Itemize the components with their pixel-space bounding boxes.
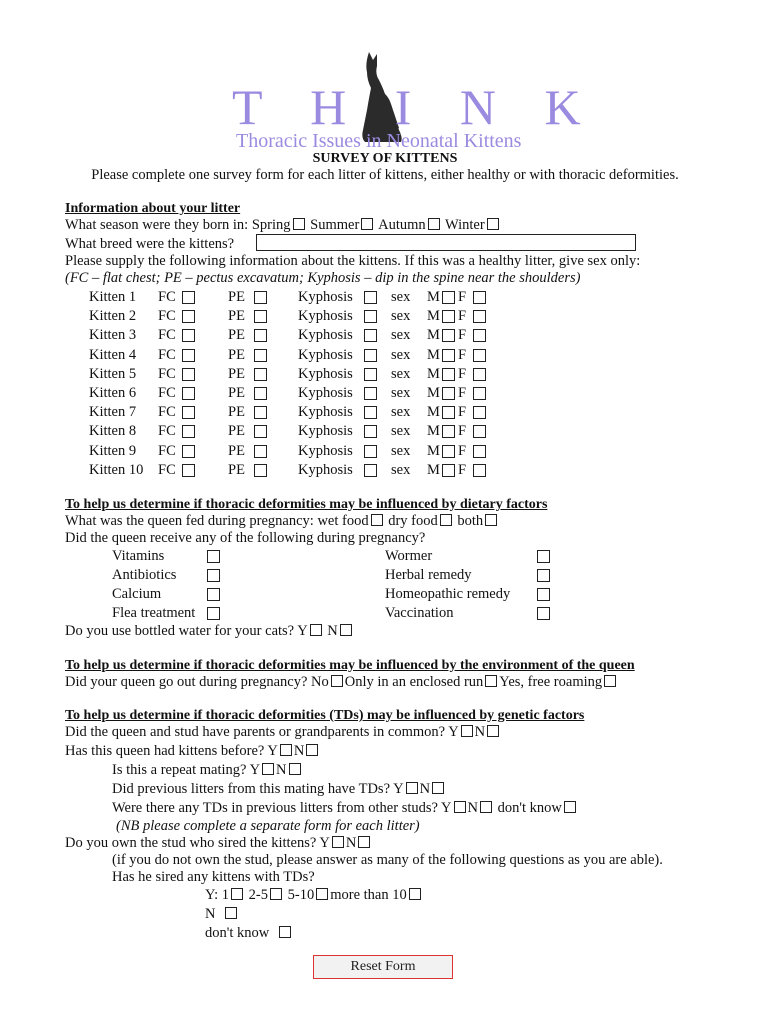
own-stud-question: Do you own the stud who sired the kittens? Y bbox=[65, 835, 330, 851]
kitten-10-kyphosis-checkbox[interactable] bbox=[364, 464, 377, 477]
repeat-mating-no-label: N bbox=[276, 762, 287, 778]
kitten-3-pe-checkbox[interactable] bbox=[254, 329, 267, 342]
repeat-mating-yes-checkbox[interactable] bbox=[262, 763, 274, 775]
kitten-5-pe-checkbox[interactable] bbox=[254, 368, 267, 381]
fc-label: FC bbox=[158, 289, 176, 305]
kitten-label: Kitten 10 bbox=[89, 462, 144, 478]
water-no-checkbox[interactable] bbox=[340, 624, 352, 636]
other-studs-question: Were there any TDs in previous litters from other studs? Y bbox=[112, 800, 452, 816]
other-studs-no-checkbox[interactable] bbox=[480, 801, 492, 813]
previous-kittens-question: Has this queen had kittens before? Y bbox=[65, 743, 278, 759]
kitten-3-kyphosis-checkbox[interactable] bbox=[364, 329, 377, 342]
sired-no-row bbox=[205, 906, 239, 923]
sired-count-row bbox=[205, 887, 423, 904]
outdoor-question: Did your queen go out during pregnancy? No bbox=[65, 674, 329, 690]
treatment-label: Herbal remedy bbox=[385, 567, 472, 583]
kyphosis-label: Kyphosis bbox=[298, 404, 353, 420]
previous-kittens-yes-checkbox[interactable] bbox=[280, 744, 292, 756]
environment-heading: To help us determine if thoracic deformities may be influenced by the environment of the queen bbox=[65, 658, 635, 673]
common-parents-no-checkbox[interactable] bbox=[487, 725, 499, 737]
kitten-7-male-checkbox[interactable] bbox=[442, 406, 455, 419]
pe-label: PE bbox=[228, 404, 245, 420]
sired-1-checkbox[interactable] bbox=[231, 888, 243, 900]
water-no-label: N bbox=[327, 623, 338, 639]
receive-question: Did the queen receive any of the following during pregnancy? bbox=[65, 530, 426, 546]
kitten-label: Kitten 6 bbox=[89, 385, 137, 401]
kitten-10-male-checkbox[interactable] bbox=[442, 464, 455, 477]
female-label: F bbox=[458, 462, 467, 478]
other-studs-dont-know-checkbox[interactable] bbox=[564, 801, 576, 813]
previous-tds-yes-checkbox[interactable] bbox=[406, 782, 418, 794]
kitten-9-male-checkbox[interactable] bbox=[442, 445, 455, 458]
treatment-label: Wormer bbox=[385, 548, 433, 564]
female-label: F bbox=[458, 308, 467, 324]
previous-kittens-row bbox=[65, 743, 320, 760]
kitten-10-female-checkbox[interactable] bbox=[473, 464, 486, 477]
sired-5-10-label: 5-10 bbox=[287, 887, 315, 903]
kyphosis-label: Kyphosis bbox=[298, 462, 353, 478]
kitten-2-male-checkbox[interactable] bbox=[442, 310, 455, 323]
other-studs-yes-checkbox[interactable] bbox=[454, 801, 466, 813]
kitten-7-kyphosis-checkbox[interactable] bbox=[364, 406, 377, 419]
kitten-5-fc-checkbox[interactable] bbox=[182, 368, 195, 381]
pe-label: PE bbox=[228, 289, 245, 305]
male-label: M bbox=[427, 366, 440, 382]
fc-label: FC bbox=[158, 385, 176, 401]
reset-form-button[interactable]: Reset Form bbox=[313, 955, 453, 979]
kitten-6-male-checkbox[interactable] bbox=[442, 387, 455, 400]
treatment-left-1-checkbox[interactable] bbox=[207, 550, 220, 563]
kyphosis-label: Kyphosis bbox=[298, 385, 353, 401]
sex-label: sex bbox=[391, 289, 411, 305]
water-row bbox=[65, 623, 354, 640]
kitten-8-fc-checkbox[interactable] bbox=[182, 425, 195, 438]
kitten-7-fc-checkbox[interactable] bbox=[182, 406, 195, 419]
pe-label: PE bbox=[228, 366, 245, 382]
previous-tds-no-label: N bbox=[419, 781, 431, 797]
treatment-left-4-checkbox[interactable] bbox=[207, 607, 220, 620]
male-label: M bbox=[427, 443, 440, 459]
kyphosis-label: Kyphosis bbox=[298, 289, 353, 305]
kitten-1-kyphosis-checkbox[interactable] bbox=[364, 291, 377, 304]
summer-label: Summer bbox=[310, 217, 360, 233]
female-label: F bbox=[458, 385, 467, 401]
treatment-left-3-checkbox[interactable] bbox=[207, 588, 220, 601]
kitten-8-kyphosis-checkbox[interactable] bbox=[364, 425, 377, 438]
kitten-7-female-checkbox[interactable] bbox=[473, 406, 486, 419]
sex-label: sex bbox=[391, 308, 411, 324]
male-label: M bbox=[427, 347, 440, 363]
kitten-label: Kitten 9 bbox=[89, 443, 137, 459]
treatment-label: Flea treatment bbox=[112, 605, 196, 621]
enclosed-run-label: Only in an enclosed run bbox=[344, 674, 484, 690]
dry-food-label: dry food bbox=[388, 513, 438, 529]
outdoor-no-checkbox[interactable] bbox=[331, 675, 343, 687]
sex-label: sex bbox=[391, 385, 411, 401]
kitten-label: Kitten 1 bbox=[89, 289, 137, 305]
kitten-8-male-checkbox[interactable] bbox=[442, 425, 455, 438]
pe-label: PE bbox=[228, 347, 245, 363]
kitten-1-male-checkbox[interactable] bbox=[442, 291, 455, 304]
treatment-label: Calcium bbox=[112, 586, 162, 602]
kitten-9-kyphosis-checkbox[interactable] bbox=[364, 445, 377, 458]
common-parents-question: Did the queen and stud have parents or grandparents in common? Y bbox=[65, 724, 459, 740]
previous-kittens-no-checkbox[interactable] bbox=[306, 744, 318, 756]
pe-label: PE bbox=[228, 423, 245, 439]
abbreviation-legend: (FC – flat chest; PE – pectus excavatum; Kyphosis – dip in the spine near the shoulders) bbox=[65, 270, 581, 286]
treatment-label: Vaccination bbox=[385, 605, 454, 621]
form-title: SURVEY OF KITTENS bbox=[312, 151, 458, 166]
kitten-10-pe-checkbox[interactable] bbox=[254, 464, 267, 477]
treatment-left-2-checkbox[interactable] bbox=[207, 569, 220, 582]
kitten-3-fc-checkbox[interactable] bbox=[182, 329, 195, 342]
sired-dont-know-label: don't know bbox=[205, 925, 270, 941]
male-label: M bbox=[427, 423, 440, 439]
kitten-2-kyphosis-checkbox[interactable] bbox=[364, 310, 377, 323]
kitten-9-fc-checkbox[interactable] bbox=[182, 445, 195, 458]
treatment-label: Homeopathic remedy bbox=[385, 586, 511, 602]
diet-heading: To help us determine if thoracic deformities may be influenced by dietary factors bbox=[65, 497, 548, 512]
common-parents-no-label: N bbox=[474, 724, 486, 740]
free-roaming-label: Yes, free roaming bbox=[499, 674, 603, 690]
winter-checkbox[interactable] bbox=[487, 218, 499, 230]
female-label: F bbox=[458, 423, 467, 439]
stud-note: (if you do not own the stud, please answer as many of the following questions as you are able). bbox=[112, 852, 663, 868]
food-row bbox=[65, 513, 499, 530]
male-label: M bbox=[427, 327, 440, 343]
other-studs-no-label: N bbox=[467, 800, 478, 816]
summer-checkbox[interactable] bbox=[361, 218, 373, 230]
male-label: M bbox=[427, 385, 440, 401]
kitten-1-fc-checkbox[interactable] bbox=[182, 291, 195, 304]
breed-question: What breed were the kittens? bbox=[65, 236, 235, 252]
sired-2-5-label: 2-5 bbox=[248, 887, 269, 903]
kyphosis-label: Kyphosis bbox=[298, 443, 353, 459]
female-label: F bbox=[458, 289, 467, 305]
supply-text: Please supply the following information about the kittens. If this was a healthy litter, give sex only: bbox=[65, 253, 641, 269]
treatment-right-3-checkbox[interactable] bbox=[537, 588, 550, 601]
kitten-5-female-checkbox[interactable] bbox=[473, 368, 486, 381]
repeat-mating-question: Is this a repeat mating? Y bbox=[112, 762, 261, 778]
common-parents-row bbox=[65, 724, 501, 741]
water-question: Do you use bottled water for your cats? Y bbox=[65, 623, 308, 639]
previous-tds-no-checkbox[interactable] bbox=[432, 782, 444, 794]
sex-label: sex bbox=[391, 347, 411, 363]
fc-label: FC bbox=[158, 443, 176, 459]
both-food-checkbox[interactable] bbox=[485, 514, 497, 526]
sex-label: sex bbox=[391, 462, 411, 478]
sired-no-checkbox[interactable] bbox=[225, 907, 237, 919]
sired-yes-1-label: Y: 1 bbox=[205, 887, 230, 903]
fc-label: FC bbox=[158, 347, 176, 363]
kitten-9-female-checkbox[interactable] bbox=[473, 445, 486, 458]
nb-note: (NB please complete a separate form for each litter) bbox=[116, 818, 420, 834]
kitten-7-pe-checkbox[interactable] bbox=[254, 406, 267, 419]
kitten-9-pe-checkbox[interactable] bbox=[254, 445, 267, 458]
male-label: M bbox=[427, 308, 440, 324]
free-roaming-checkbox[interactable] bbox=[604, 675, 616, 687]
intro-text: Please complete one survey form for each litter of kittens, either healthy or with thoracic deformities. bbox=[91, 167, 679, 183]
kyphosis-label: Kyphosis bbox=[298, 366, 353, 382]
outdoor-row bbox=[65, 674, 618, 691]
sired-5-10-checkbox[interactable] bbox=[316, 888, 328, 900]
common-parents-yes-checkbox[interactable] bbox=[461, 725, 473, 737]
fc-label: FC bbox=[158, 404, 176, 420]
kitten-4-pe-checkbox[interactable] bbox=[254, 349, 267, 362]
sired-tds-question: Has he sired any kittens with TDs? bbox=[112, 869, 315, 885]
kitten-6-fc-checkbox[interactable] bbox=[182, 387, 195, 400]
previous-kittens-no-label: N bbox=[293, 743, 305, 759]
season-question: What season were they born in: Spring bbox=[65, 217, 291, 233]
female-label: F bbox=[458, 347, 467, 363]
sex-label: sex bbox=[391, 366, 411, 382]
sex-label: sex bbox=[391, 327, 411, 343]
litter-heading: Information about your litter bbox=[65, 201, 241, 216]
male-label: M bbox=[427, 404, 440, 420]
kitten-1-pe-checkbox[interactable] bbox=[254, 291, 267, 304]
own-stud-no-label: N bbox=[345, 835, 357, 851]
kitten-4-female-checkbox[interactable] bbox=[473, 349, 486, 362]
kyphosis-label: Kyphosis bbox=[298, 423, 353, 439]
kitten-label: Kitten 2 bbox=[89, 308, 137, 324]
fc-label: FC bbox=[158, 423, 176, 439]
own-stud-row bbox=[65, 835, 372, 852]
kitten-4-kyphosis-checkbox[interactable] bbox=[364, 349, 377, 362]
logo-wordmark: T H I N K bbox=[232, 79, 599, 135]
autumn-checkbox[interactable] bbox=[428, 218, 440, 230]
male-label: M bbox=[427, 462, 440, 478]
sired-2-5-checkbox[interactable] bbox=[270, 888, 282, 900]
both-label: both bbox=[457, 513, 484, 529]
treatment-right-4-checkbox[interactable] bbox=[537, 607, 550, 620]
winter-label: Winter bbox=[445, 217, 485, 233]
enclosed-run-checkbox[interactable] bbox=[485, 675, 497, 687]
treatment-label: Vitamins bbox=[112, 548, 165, 564]
treatment-right-1-checkbox[interactable] bbox=[537, 550, 550, 563]
female-label: F bbox=[458, 443, 467, 459]
wet-food-checkbox[interactable] bbox=[371, 514, 383, 526]
kitten-2-fc-checkbox[interactable] bbox=[182, 310, 195, 323]
kitten-1-female-checkbox[interactable] bbox=[473, 291, 486, 304]
male-label: M bbox=[427, 289, 440, 305]
sired-dont-know-checkbox[interactable] bbox=[279, 926, 291, 938]
kitten-6-pe-checkbox[interactable] bbox=[254, 387, 267, 400]
season-row bbox=[65, 217, 501, 234]
kitten-8-female-checkbox[interactable] bbox=[473, 425, 486, 438]
kitten-8-pe-checkbox[interactable] bbox=[254, 425, 267, 438]
other-studs-row bbox=[112, 800, 578, 817]
kitten-10-fc-checkbox[interactable] bbox=[182, 464, 195, 477]
sex-label: sex bbox=[391, 404, 411, 420]
repeat-mating-row bbox=[112, 762, 303, 779]
kitten-label: Kitten 3 bbox=[89, 327, 137, 343]
kitten-label: Kitten 7 bbox=[89, 404, 137, 420]
spring-checkbox[interactable] bbox=[293, 218, 305, 230]
fc-label: FC bbox=[158, 327, 176, 343]
kitten-label: Kitten 4 bbox=[89, 347, 137, 363]
fc-label: FC bbox=[158, 462, 176, 478]
kitten-4-fc-checkbox[interactable] bbox=[182, 349, 195, 362]
food-question: What was the queen fed during pregnancy: wet food bbox=[65, 513, 369, 529]
sired-dont-know-row bbox=[205, 925, 293, 942]
kitten-5-kyphosis-checkbox[interactable] bbox=[364, 368, 377, 381]
sired-more-than-10-checkbox[interactable] bbox=[409, 888, 421, 900]
autumn-label: Autumn bbox=[378, 217, 426, 233]
kitten-label: Kitten 5 bbox=[89, 366, 137, 382]
previous-tds-row bbox=[112, 781, 446, 798]
kyphosis-label: Kyphosis bbox=[298, 308, 353, 324]
female-label: F bbox=[458, 404, 467, 420]
own-stud-yes-checkbox[interactable] bbox=[332, 836, 344, 848]
pe-label: PE bbox=[228, 462, 245, 478]
treatment-label: Antibiotics bbox=[112, 567, 177, 583]
pe-label: PE bbox=[228, 443, 245, 459]
sired-no-label: N bbox=[205, 906, 216, 922]
kitten-5-male-checkbox[interactable] bbox=[442, 368, 455, 381]
water-yes-checkbox[interactable] bbox=[310, 624, 322, 636]
fc-label: FC bbox=[158, 366, 176, 382]
dry-food-checkbox[interactable] bbox=[440, 514, 452, 526]
pe-label: PE bbox=[228, 308, 245, 324]
genetic-heading: To help us determine if thoracic deformities (TDs) may be influenced by genetic factors bbox=[65, 708, 585, 723]
kyphosis-label: Kyphosis bbox=[298, 347, 353, 363]
sex-label: sex bbox=[391, 443, 411, 459]
dont-know-label: don't know bbox=[497, 800, 562, 816]
pe-label: PE bbox=[228, 327, 245, 343]
kitten-6-female-checkbox[interactable] bbox=[473, 387, 486, 400]
breed-input[interactable] bbox=[256, 234, 636, 251]
kitten-6-kyphosis-checkbox[interactable] bbox=[364, 387, 377, 400]
own-stud-no-checkbox[interactable] bbox=[358, 836, 370, 848]
female-label: F bbox=[458, 327, 467, 343]
kitten-3-female-checkbox[interactable] bbox=[473, 329, 486, 342]
repeat-mating-no-checkbox[interactable] bbox=[289, 763, 301, 775]
pe-label: PE bbox=[228, 385, 245, 401]
sired-more-10-label: more than 10 bbox=[330, 887, 407, 903]
fc-label: FC bbox=[158, 308, 176, 324]
kitten-2-female-checkbox[interactable] bbox=[473, 310, 486, 323]
kitten-label: Kitten 8 bbox=[89, 423, 137, 439]
kitten-3-male-checkbox[interactable] bbox=[442, 329, 455, 342]
female-label: F bbox=[458, 366, 467, 382]
kyphosis-label: Kyphosis bbox=[298, 327, 353, 343]
previous-tds-question: Did previous litters from this mating have TDs? Y bbox=[112, 781, 404, 797]
treatment-right-2-checkbox[interactable] bbox=[537, 569, 550, 582]
kitten-2-pe-checkbox[interactable] bbox=[254, 310, 267, 323]
logo-subtitle: Thoracic Issues in Neonatal Kittens bbox=[236, 130, 522, 152]
sex-label: sex bbox=[391, 423, 411, 439]
kitten-4-male-checkbox[interactable] bbox=[442, 349, 455, 362]
